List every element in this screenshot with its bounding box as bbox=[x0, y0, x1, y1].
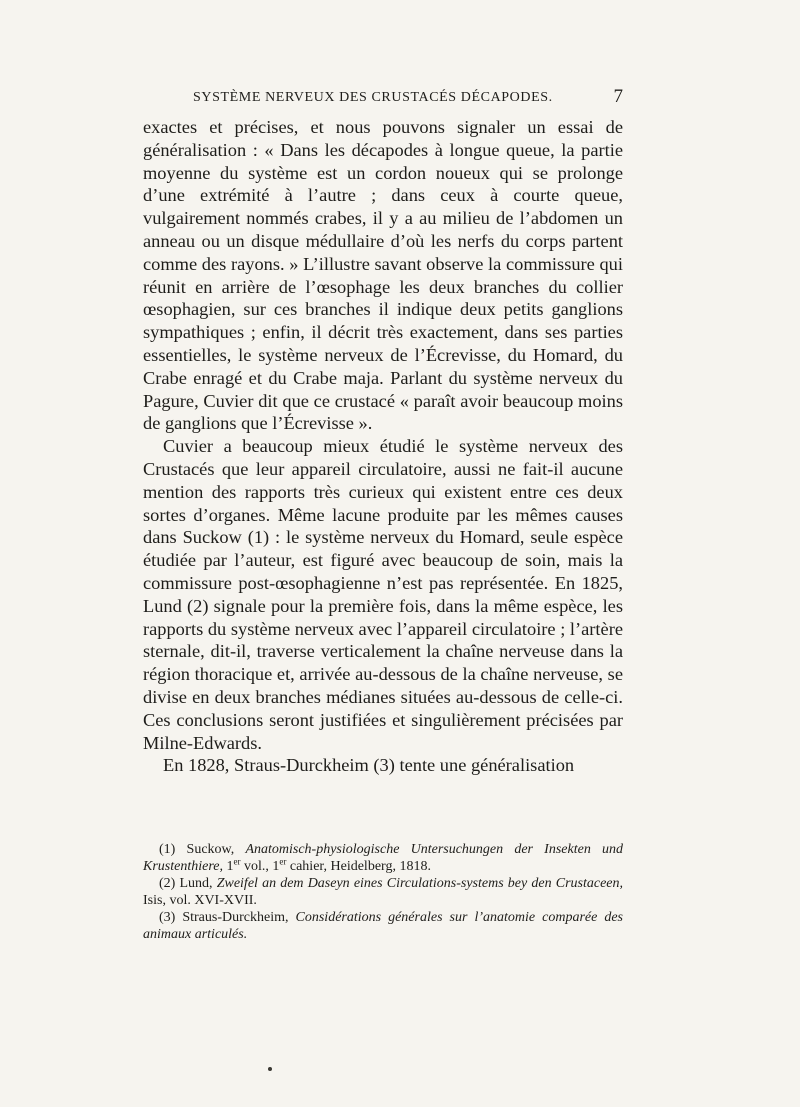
footnote-author: Suckow, bbox=[186, 842, 235, 857]
footnote-title: Zweifel an dem Daseyn eines Circulations-systems bey den Crustaceen, bbox=[216, 876, 624, 891]
page-number: 7 bbox=[613, 86, 623, 107]
footnote-marker: (1) bbox=[159, 842, 176, 857]
footnote-3 bbox=[143, 909, 623, 943]
footnote-marker: (3) bbox=[159, 910, 176, 925]
footnote-volume-superscript: er bbox=[233, 856, 241, 867]
footnote-volume-number: 1 bbox=[226, 859, 234, 874]
paragraph-3: En 1828, Straus-Durckheim (3) tente une généralisation bbox=[163, 755, 575, 776]
footnote-1 bbox=[143, 841, 623, 875]
footnote-rest: Isis, vol. XVI-XVII. bbox=[143, 893, 257, 908]
footnote-title: Anatomisch-physiologische Untersuchungen der Insekten und Krustenthiere, bbox=[143, 842, 624, 874]
footnote-cahier-number: 1 bbox=[272, 859, 280, 874]
footnote-cahier-superscript: er bbox=[279, 856, 287, 867]
running-title: SYSTÈME NERVEUX DES CRUSTACÉS DÉCAPODES. bbox=[193, 90, 553, 105]
footnote-author: Straus-Durckheim, bbox=[182, 910, 289, 925]
footnotes bbox=[143, 841, 623, 943]
paragraph-1: exactes et précises, et nous pouvons signaler un essai de généralisation : « Dans les décapodes à longue queue, la partie moyenne du système est un cordon noueux qui se prolonge d’une extrémité à l’autre ; dans ceux à courte queue, vulgairement nommés crabes, il y a au milieu de l’abdomen un anneau ou un disque médullaire d’où les nerfs du corps partent comme des rayons. » L’illustre savant observe la commissure qui réunit en arrière de l’œsophage les deux branches du collier œsophagien, sur ces branches il indique deux petits ganglions sympathiques ; enfin, il décrit très exactement, dans ses parties essentielles, le système nerveux de l’Écrevisse, du Homard, du Crabe enragé et du Crabe maja. Parlant du système nerveux du Pagure, Cuvier dit que ce crustacé « paraît avoir beaucoup moins de ganglions que l’Écrevisse ». bbox=[143, 117, 623, 434]
paragraph-2: Cuvier a beaucoup mieux étudié le système nerveux des Crustacés que leur appareil circulatoire, aussi ne fait-il aucune mention des rapports très curieux qui existent entre ces deux sortes d’organes. Même lacune produite par les mêmes causes dans Suckow (1) : le système nerveux du Homard, seule espèce étudiée par l’auteur, est figuré avec beaucoup de soin, mais la commissure post-œsophagienne n’est pas représentée. En 1825, Lund (2) signale pour la première fois, dans la même espèce, les rapports du système nerveux avec l’appareil circulatoire ; l’artère sternale, dit-il, traverse verticalement la chaîne nerveuse dans la région thoracique et, arrivée au-dessous de la chaîne nerveuse, se divise en deux branches médianes situées au-dessous de celle-ci. Ces conclusions seront justifiées et singulièrement précisées par Milne-Edwards. bbox=[143, 436, 623, 753]
body-text bbox=[143, 116, 623, 777]
footnote-marker: (2) bbox=[159, 876, 176, 891]
ink-speck bbox=[268, 1067, 272, 1071]
footnote-2 bbox=[143, 875, 623, 909]
footnote-rest: cahier, Heidelberg, 1818. bbox=[289, 859, 431, 874]
footnote-author: Lund, bbox=[179, 876, 213, 891]
footnote-title: Considérations générales sur l’anatomie comparée des animaux articulés. bbox=[143, 910, 623, 942]
footnote-volume-text: vol., bbox=[243, 859, 269, 874]
page-header bbox=[143, 86, 623, 110]
